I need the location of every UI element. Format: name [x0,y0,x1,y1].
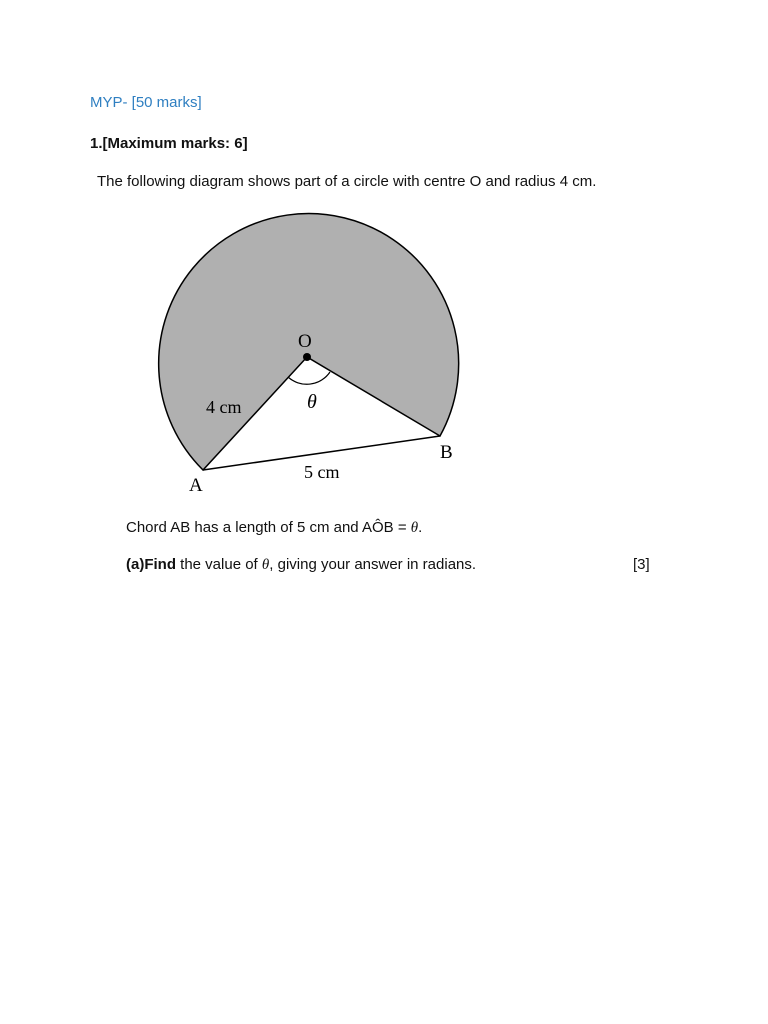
theta-symbol: θ [261,557,270,573]
label-radius: 4 cm [206,397,242,417]
part-a-text-before: the value of [176,556,262,573]
circle-sector-diagram [150,200,480,505]
label-chord: 5 cm [304,462,340,482]
question-title: 1.[Maximum marks: 6] [90,135,248,152]
part-a-label: (a)Find [126,556,176,573]
centre-point [303,353,311,361]
angle-arc [288,372,330,384]
diagram-svg [150,200,480,500]
chord-suffix: . [418,519,423,536]
part-a [126,556,476,574]
section-title: MYP- [50 marks] [90,94,202,111]
label-theta: θ [307,391,317,413]
theta-symbol: θ [410,520,419,536]
part-a-marks: [3] [633,556,650,573]
chord-middle: B = [383,519,411,536]
label-o: O [298,331,312,352]
label-a: A [189,475,203,496]
part-a-text-after: , giving your answer in radians. [269,556,477,573]
angle-vertex: Ô [372,519,384,536]
chord-statement [126,519,422,537]
label-b: B [440,442,453,463]
question-intro: The following diagram shows part of a circle with centre O and radius 4 cm. [97,173,597,190]
chord-prefix: Chord AB has a length of 5 cm and A [126,519,372,536]
